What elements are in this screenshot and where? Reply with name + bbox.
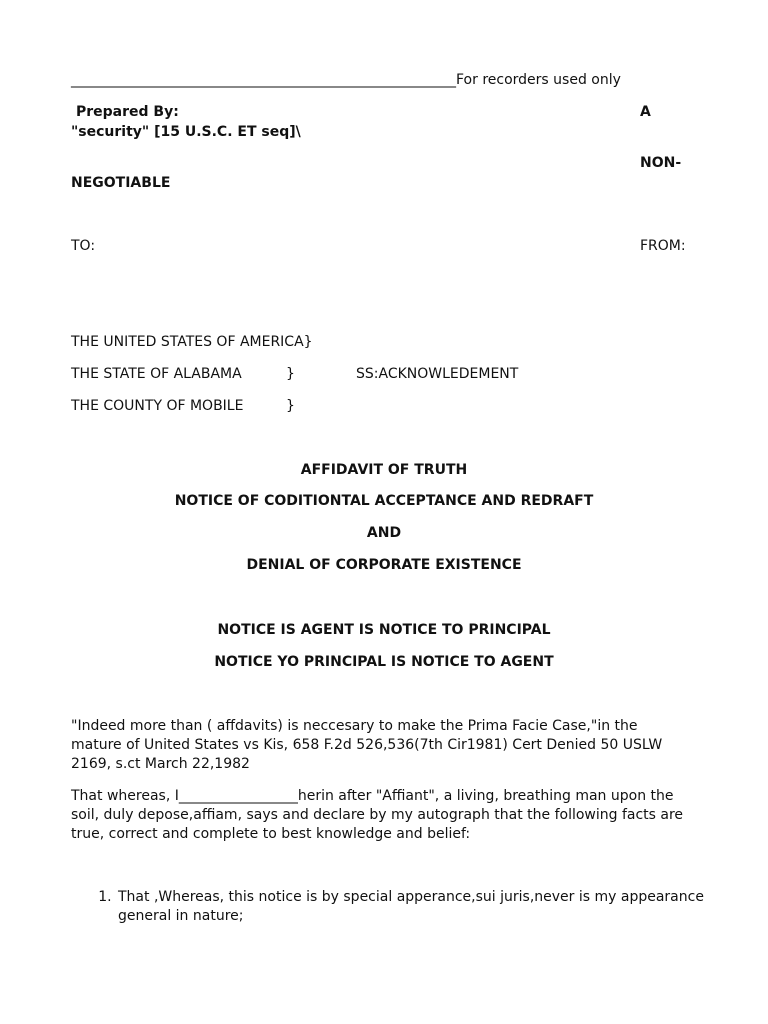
venue-county-brace: }: [286, 398, 295, 414]
prepared-by-label: Prepared By:: [76, 104, 179, 120]
numbered-list: [71, 888, 746, 926]
notice-agent: NOTICE IS AGENT IS NOTICE TO PRINCIPAL: [217, 622, 551, 638]
title-denial: DENIAL OF CORPORATE EXISTENCE: [246, 557, 522, 573]
venue-acknowledgement: SS:ACKNOWLEDEMENT: [356, 366, 519, 382]
whereas-paragraph: That whereas, I_________________herin after "Affiant", a living, breathing man upon the soil, duly depose,affiam, says and declare by my autograph that the following facts are true, correct and complete to best knowledge and belief:: [71, 788, 684, 842]
quote-paragraph: "Indeed more than ( affdavits) is neccesary to make the Prima Facie Case,"in the mature of United States vs Kis, 658 F.2d 526,536(7th Cir1981) Cert Denied 50 USLW 2169, s.ct March 22,1982: [71, 718, 663, 772]
negotiable-label: NEGOTIABLE: [71, 175, 171, 191]
title-and: AND: [366, 525, 402, 541]
venue-state: THE STATE OF ALABAMA: [71, 366, 242, 382]
venue-county: THE COUNTY OF MOBILE: [71, 398, 244, 414]
security-line: "security" [15 U.S.C. ET seq]\: [71, 124, 301, 140]
from-label: FROM:: [640, 238, 686, 254]
title-notice-acceptance: NOTICE OF CODITIONTAL ACCEPTANCE AND REDRAFT: [174, 493, 594, 509]
venue-state-brace: }: [286, 366, 295, 382]
a-label: A: [640, 104, 651, 120]
list-item: 1. That ,Whereas, this notice is by special apperance,sui juris,never is my appearance general in nature;: [116, 888, 746, 926]
venue-country: THE UNITED STATES OF AMERICA}: [71, 334, 313, 350]
to-label: TO:: [71, 238, 96, 254]
notice-principal: NOTICE YO PRINCIPAL IS NOTICE TO AGENT: [214, 654, 554, 670]
recorder-line: _______________________________________________________For recorders used only: [71, 72, 621, 88]
title-affidavit: AFFIDAVIT OF TRUTH: [300, 462, 468, 478]
non-label: NON-: [640, 155, 682, 171]
